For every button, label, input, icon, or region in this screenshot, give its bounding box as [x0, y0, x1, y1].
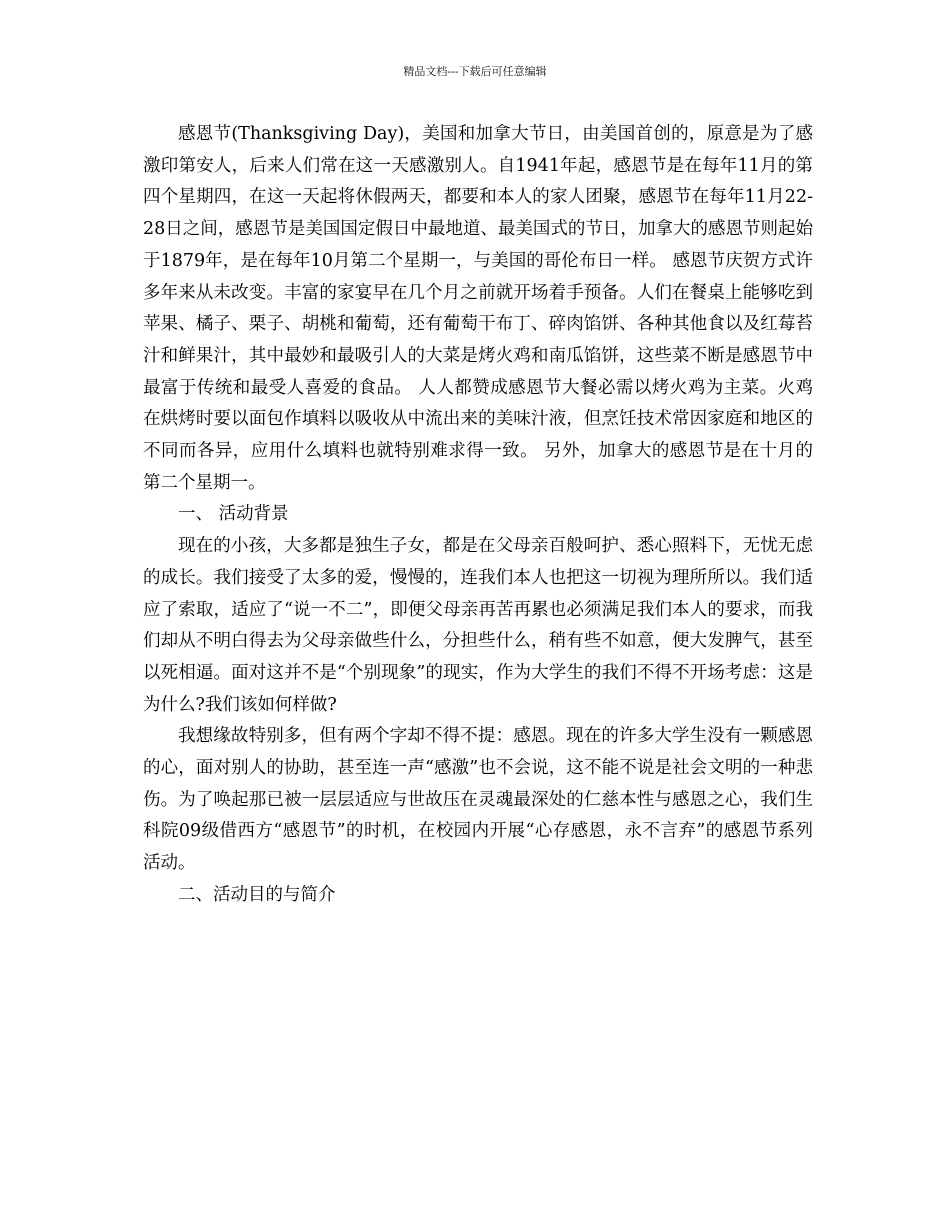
intro-paragraph: 感恩节(Thanksgiving Day)，美国和加拿大节日，由美国首创的，原意是为了感激印第安人，后来人们常在这一天感激别人。自1941年起，感恩节是在每年11月的第四个星期四，在这一天起将休假两天，都要和本人的家人团聚，感恩节在每年11月22-28日之间，感恩节是美国国定假日中最地道、最美国式的节日，加拿大的感恩节则起始于1879年，是在每年10月第二个星期一，与美国的哥伦布日一样。 感恩节庆贺方式许多年来从未改变。丰富的家宴早在几个月之前就开场着手预备。人们在餐桌上能够吃到苹果、橘子、栗子、胡桃和葡萄，还有葡萄干布丁、碎肉馅饼、各种其他食以及红莓苔汁和鲜果汁，其中最妙和最吸引人的大菜是烤火鸡和南瓜馅饼，这些菜不断是感恩节中最富于传统和最受人喜爱的食品。 人人都赞成感恩节大餐必需以烤火鸡为主菜。火鸡在烘烤时要以面包作填料以吸收从中流出来的美味汁液，但烹饪技术常因家庭和地区的不同而各异，应用什么填料也就特别难求得一致。 另外，加拿大的感恩节是在十月的第二个星期一。	[143, 124, 813, 493]
document-body	[143, 119, 813, 912]
page-header: 精品文档---下载后可任意编辑	[403, 65, 547, 78]
section-heading-purpose: 二、活动目的与简介	[178, 884, 336, 905]
background-paragraph-2: 我想缘故特别多，但有两个字却不得不提：感恩。现在的许多大学生没有一颗感恩的心，面对别人的协助，甚至连一声“感激”也不会说，这不能不说是社会文明的一种悲伤。为了唤起那已被一层层适应与世故压在灵魂最深处的仁慈本性与感恩之心，我们生科院09级借西方“感恩节”的时机，在校园内开展“心存感恩，永不言弃”的感恩节系列活动。	[143, 726, 813, 874]
section-heading-background: 一、 活动背景	[178, 504, 289, 525]
background-paragraph-1: 现在的小孩，大多都是独生子女，都是在父母亲百般呵护、悉心照料下，无忧无虑的成长。我们接受了太多的爱，慢慢的，连我们本人也把这一切视为理所所以。我们适应了索取，适应了“说一不二”，即便父母亲再苦再累也必须满足我们本人的要求，而我们却从不明白得去为父母亲做些什么，分担些什么，稍有些不如意，便大发脾气，甚至以死相逼。面对这并不是“个别现象”的现实，作为大学生的我们不得不开场考虑：这是为什么?我们该如何样做?	[143, 536, 813, 715]
